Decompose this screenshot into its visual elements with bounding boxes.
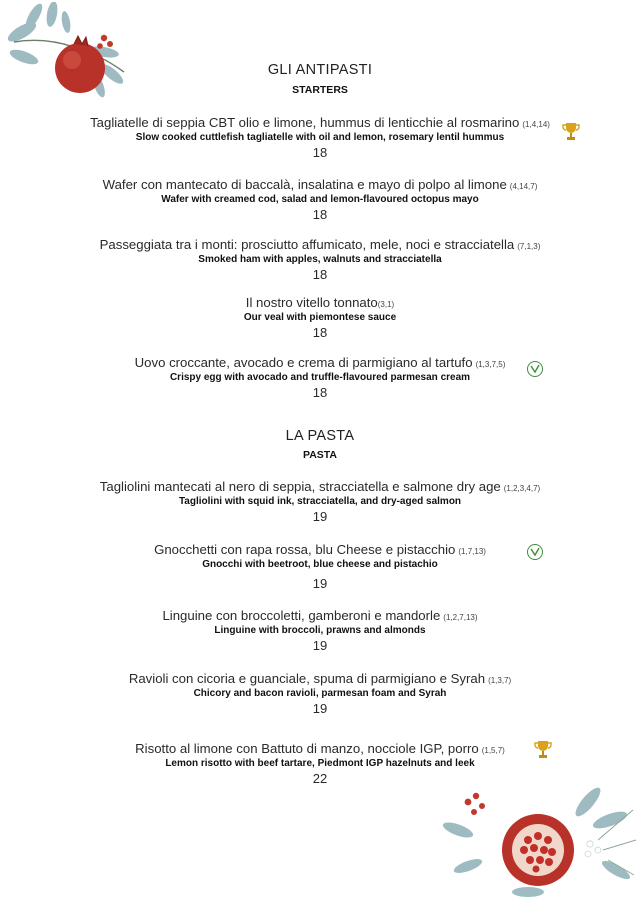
allergen-codes: (1,4,14) xyxy=(522,120,550,129)
dish-starter-3 xyxy=(0,237,640,282)
vegetarian-icon xyxy=(527,544,543,560)
dish-italian-name: Wafer con mantecato di baccalà, insalatina e mayo di polpo al limone (4,14,7) xyxy=(102,177,538,192)
dish-price: 18 xyxy=(312,267,328,282)
allergen-codes: (1,3,7,5) xyxy=(475,360,506,369)
allergen-codes: (1,5,7) xyxy=(481,746,505,755)
dish-english-name: Crispy egg with avocado and truffle-flavoured parmesan cream xyxy=(169,372,471,383)
dish-price: 19 xyxy=(312,638,328,653)
dish-price: 18 xyxy=(312,385,328,400)
dish-price: 18 xyxy=(312,145,328,160)
dish-pasta-1 xyxy=(0,479,640,524)
section-subtitle-pasta: PASTA xyxy=(302,449,338,461)
trophy-icon xyxy=(562,122,580,140)
dish-italian-name: Risotto al limone con Battuto di manzo, nocciole IGP, porro (1,5,7) xyxy=(135,741,505,756)
dish-english-name: Lemon risotto with beef tartare, Piedmont IGP hazelnuts and leek xyxy=(165,758,475,769)
dish-starter-5 xyxy=(0,355,640,400)
dish-italian-name: Linguine con broccoletti, gamberoni e mandorle (1,2,7,13) xyxy=(162,608,478,623)
dish-italian-name: Tagliolini mantecati al nero di seppia, stracciatella e salmone dry age (1,2,3,4,7) xyxy=(99,479,541,494)
section-title-starters: GLI ANTIPASTI xyxy=(267,62,373,78)
dish-price: 19 xyxy=(312,576,328,591)
dish-pasta-3 xyxy=(0,608,640,653)
dish-english-name: Tagliolini with squid ink, stracciatella, and dry-aged salmon xyxy=(178,496,462,507)
dish-price: 22 xyxy=(312,771,328,786)
dish-price: 18 xyxy=(312,207,328,222)
section-title-pasta: LA PASTA xyxy=(285,428,355,444)
allergen-codes: (1,2,3,4,7) xyxy=(503,484,541,493)
dish-italian-name: Ravioli con cicoria e guanciale, spuma di parmigiano e Syrah (1,3,7) xyxy=(128,671,512,686)
section-subtitle-starters: STARTERS xyxy=(292,84,348,96)
dish-starter-2 xyxy=(0,177,640,222)
allergen-codes: (1,7,13) xyxy=(458,547,486,556)
dish-italian-name: Uovo croccante, avocado e crema di parmigiano al tartufo (1,3,7,5) xyxy=(134,355,506,370)
trophy-icon xyxy=(534,740,552,758)
dish-price: 19 xyxy=(312,701,328,716)
dish-italian-name: Passeggiata tra i monti: prosciutto affumicato, mele, noci e stracciatella (7,1,3) xyxy=(99,237,541,252)
dish-price: 19 xyxy=(312,509,328,524)
allergen-codes: (1,3,7) xyxy=(488,676,512,685)
dish-english-name: Smoked ham with apples, walnuts and stracciatella xyxy=(198,254,442,265)
dish-italian-name: Tagliatelle di seppia CBT olio e limone, hummus di lenticchie al rosmarino (1,4,14) xyxy=(90,115,550,130)
dish-starter-1 xyxy=(0,115,640,160)
pomegranate-decoration-bottom xyxy=(438,780,638,902)
dish-english-name: Our veal with piemontese sauce xyxy=(243,312,397,323)
dish-english-name: Gnocchi with beetroot, blue cheese and pistachio xyxy=(202,559,438,570)
dish-starter-4 xyxy=(0,295,640,340)
dish-english-name: Linguine with broccoli, prawns and almonds xyxy=(214,625,426,636)
dish-price: 18 xyxy=(312,325,328,340)
dish-english-name: Chicory and bacon ravioli, parmesan foam and Syrah xyxy=(193,688,447,699)
dish-english-name: Slow cooked cuttlefish tagliatelle with oil and lemon, rosemary lentil hummus xyxy=(135,132,505,143)
dish-italian-name: Gnocchetti con rapa rossa, blu Cheese e pistacchio (1,7,13) xyxy=(154,542,486,557)
dish-english-name: Wafer with creamed cod, salad and lemon-flavoured octopus mayo xyxy=(161,194,479,205)
dish-pasta-4 xyxy=(0,671,640,716)
dish-italian-name: Il nostro vitello tonnato(3,1) xyxy=(245,295,395,310)
allergen-codes: (3,1) xyxy=(377,300,395,309)
allergen-codes: (7,1,3) xyxy=(517,242,541,251)
dish-pasta-2 xyxy=(0,542,640,591)
allergen-codes: (4,14,7) xyxy=(509,182,538,191)
allergen-codes: (1,2,7,13) xyxy=(443,613,478,622)
vegetarian-icon xyxy=(527,361,543,377)
